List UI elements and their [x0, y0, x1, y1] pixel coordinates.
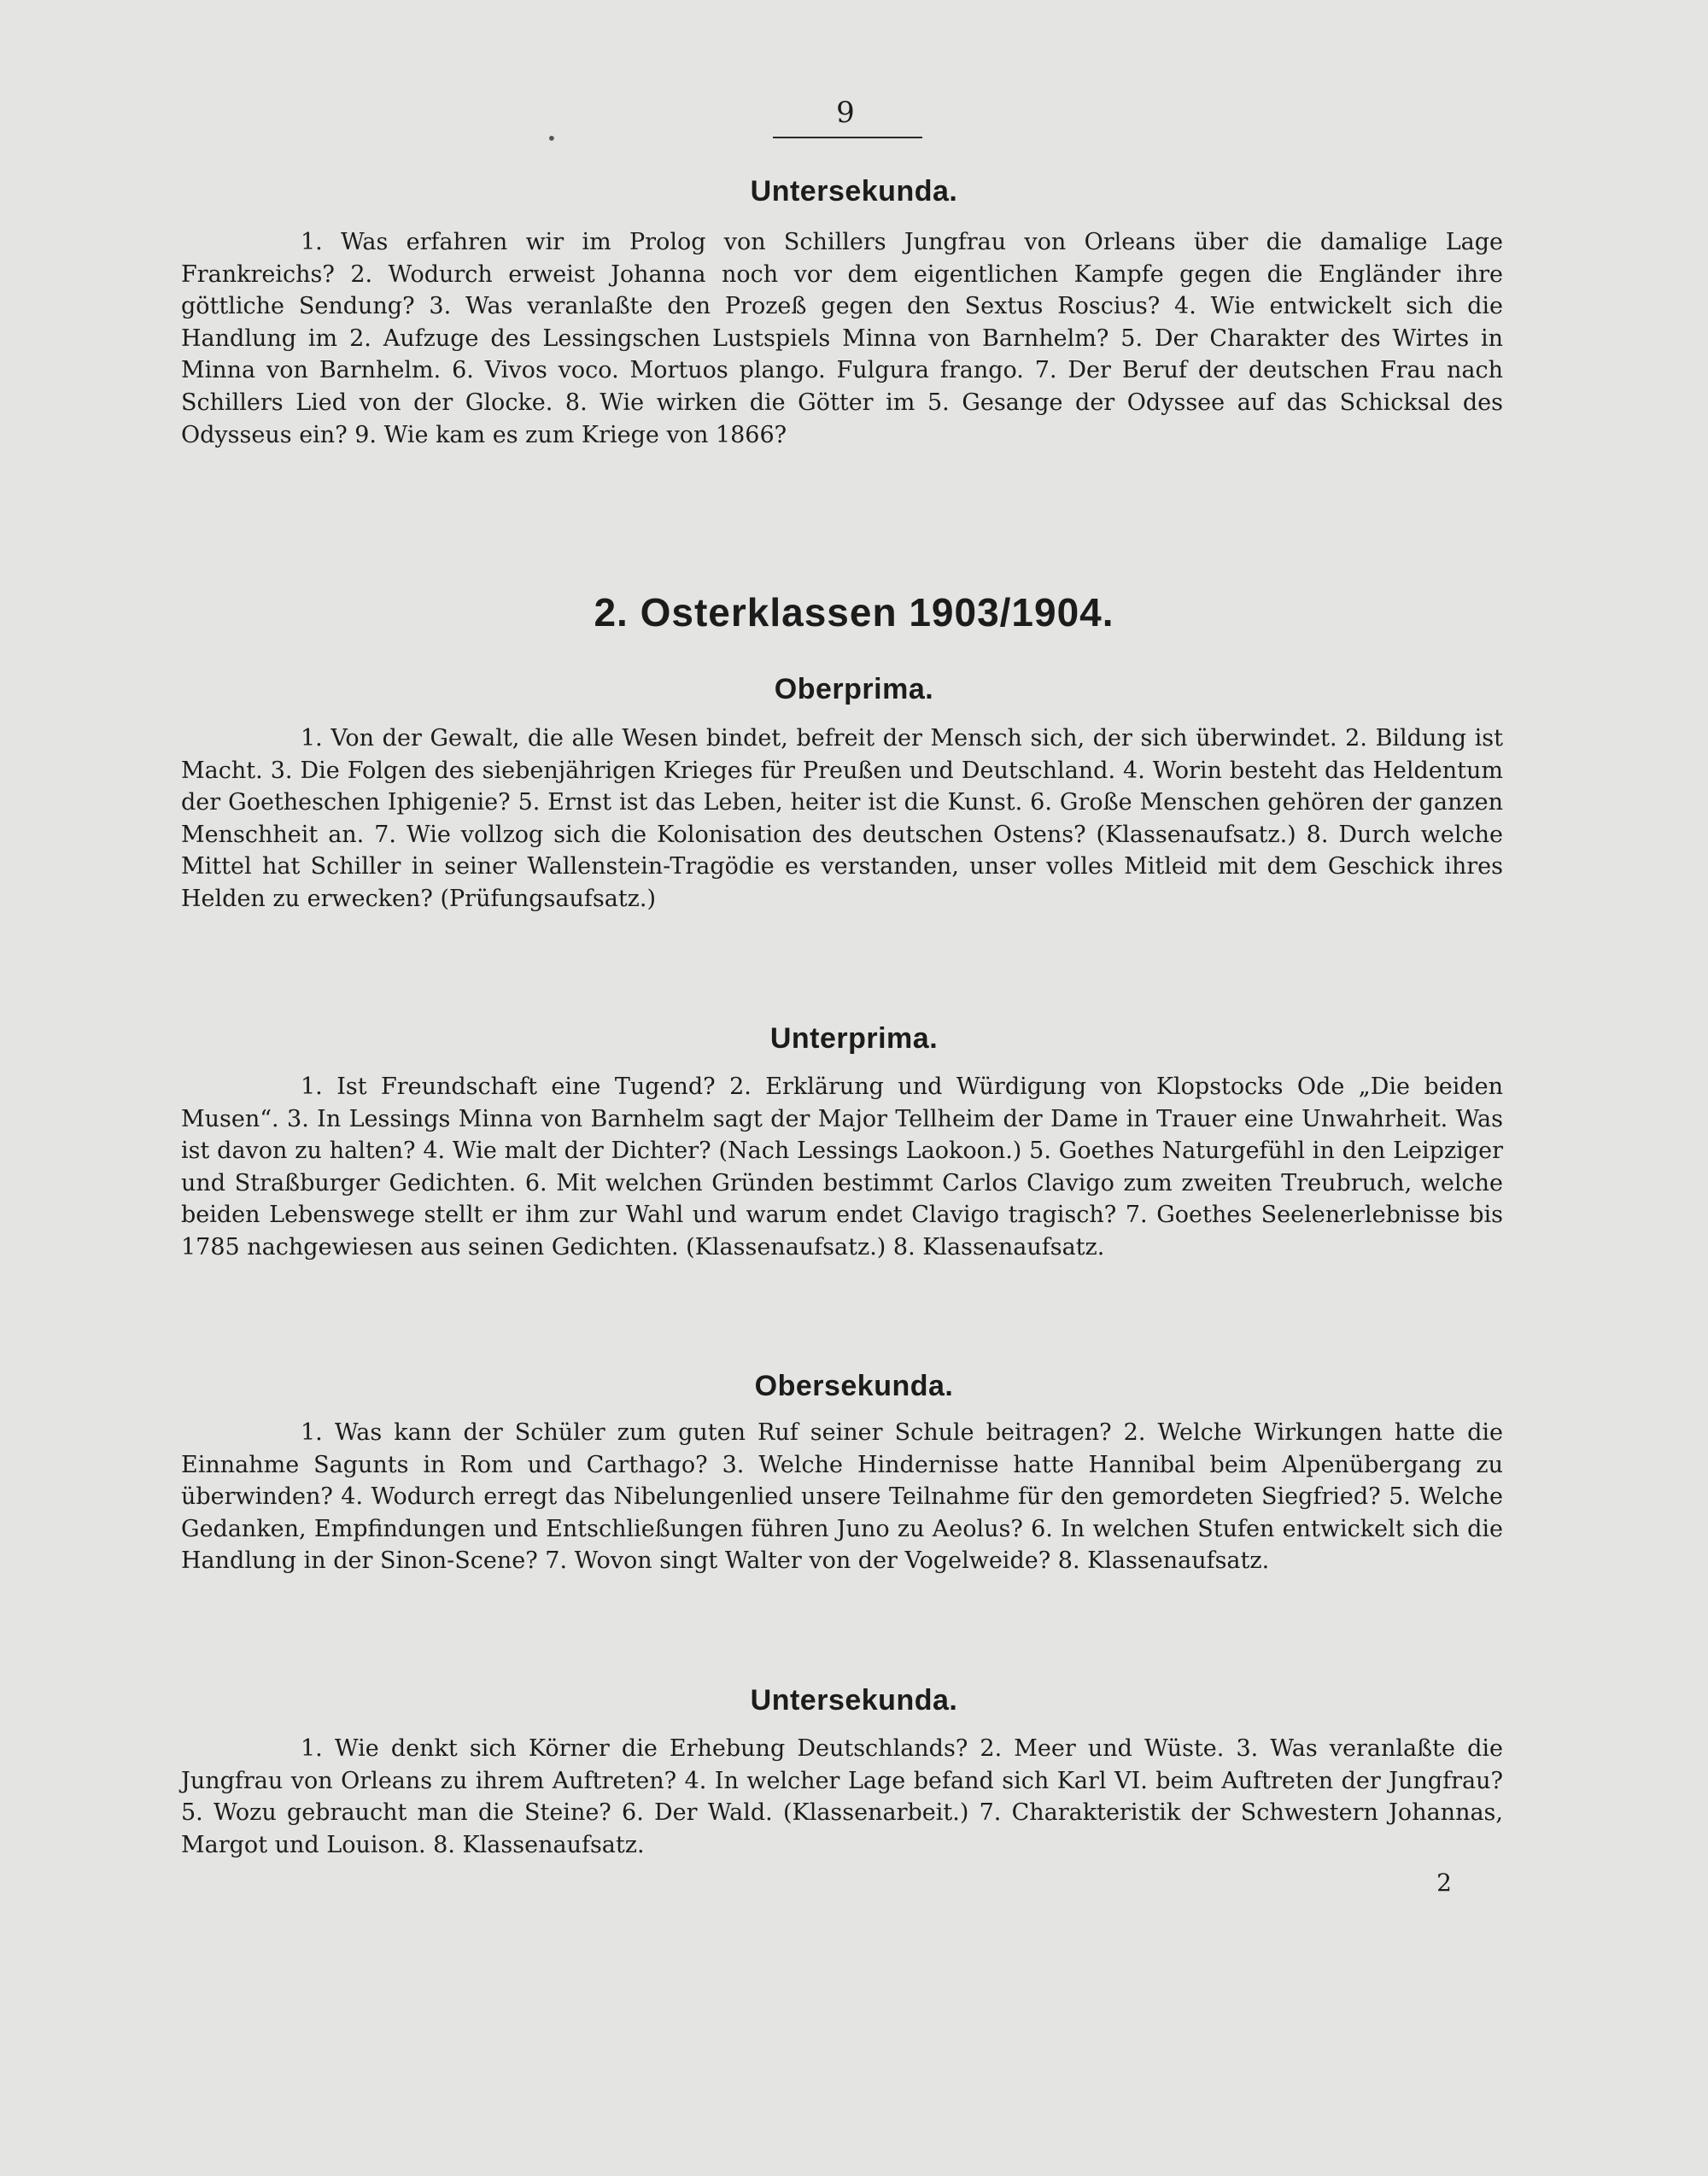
section-text-oberprima: 1. Von der Gewalt, die alle Wesen bindet, befreit der Mensch sich, der sich überwindet. 2. Bildung ist Macht. 3. Die Folgen des siebenjährigen Krieges für Preußen und Deutschland. 4. Worin besteht das Heldentum der Goetheschen Iphigenie? 5. Ernst ist das Leben, heiter ist die Kunst. 6. Große Menschen gehören der ganzen Menschheit an. 7. Wie vollzog sich die Kolonisation des deutschen Ostens? (Klassenaufsatz.) 8. Durch welche Mittel hat Schiller in seiner Wallenstein-Tragödie es verstanden, unser volles Mitleid mit dem Geschick ihres Helden zu erwecken? (Prüfungsaufsatz.) — [181, 725, 1503, 912]
section-heading-unterprima: Unterprima. — [769, 1022, 939, 1055]
section-heading-obersekunda: Obersekunda. — [754, 1370, 954, 1402]
ink-dot: • — [547, 128, 557, 149]
signature-mark: 2 — [1436, 1869, 1452, 1897]
section-text-untersekunda-1: 1. Was erfahren wir im Prolog von Schillers Jungfrau von Orleans über die damalige Lage Frankreichs? 2. Wodurch erweist Johanna noch vor dem eigentlichen Kampfe gegen die Engländer ihre göttliche Sendung? 3. Was veranlaßte den Prozeß gegen den Sextus Roscius? 4. Wie entwickelt sich die Handlung im 2. Aufzuge des Lessingschen Lustspiels Minna von Barnhelm? 5. Der Charakter des Wirtes in Minna von Barnhelm. 6. Vivos voco. Mortuos plango. Fulgura frango. 7. Der Beruf der deutschen Frau nach Schillers Lied von der Glocke. 8. Wie wirken die Götter im 5. Gesange der Odyssee auf das Schicksal des Odysseus ein? 9. Wie kam es zum Kriege von 1866? — [181, 229, 1503, 448]
main-heading-osterklassen: 2. Osterklassen 1903/1904. — [594, 590, 1114, 635]
page-number-rule — [773, 137, 922, 138]
section-text-untersekunda-2: 1. Wie denkt sich Körner die Erhebung Deutschlands? 2. Meer und Wüste. 3. Was veranlaßte die Jungfrau von Orleans zu ihrem Auftreten? 4. In welcher Lage befand sich Karl VI. beim Auftreten der Jungfrau? 5. Wozu gebraucht man die Steine? 6. Der Wald. (Klassenarbeit.) 7. Charakteristik der Schwestern Johannas, Margot und Louison. 8. Klassenaufsatz. — [181, 1735, 1503, 1858]
page-number: 9 — [836, 96, 855, 130]
section-text-obersekunda: 1. Was kann der Schüler zum guten Ruf seiner Schule beitragen? 2. Welche Wirkungen hatte die Einnahme Sagunts in Rom und Carthago? 3. Welche Hindernisse hatte Hannibal beim Alpenübergang zu überwinden? 4. Wodurch erregt das Nibelungenlied unsere Teilnahme für den gemordeten Siegfried? 5. Welche Gedanken, Empfindungen und Entschließungen führen Juno zu Aeolus? 6. In welchen Stufen entwickelt sich die Handlung in der Sinon-Scene? 7. Wovon singt Walter von der Vogelweide? 8. Klassenaufsatz. — [181, 1419, 1503, 1575]
section-text-unterprima: 1. Ist Freundschaft eine Tugend? 2. Erklärung und Würdigung von Klopstocks Ode „Die beiden Musen“. 3. In Lessings Minna von Barnhelm sagt der Major Tellheim der Dame in Trauer eine Unwahrheit. Was ist davon zu halten? 4. Wie malt der Dichter? (Nach Lessings Laokoon.) 5. Goethes Naturgefühl in den Leipziger und Straßburger Gedichten. 6. Mit welchen Gründen bestimmt Carlos Clavigo zum zweiten Treubruch, welche beiden Lebenswege stellt er ihm zur Wahl und warum endet Clavigo tragisch? 7. Goethes Seelenerlebnisse bis 1785 nachgewiesen aus seinen Gedichten. (Klassenaufsatz.) 8. Klassenaufsatz. — [181, 1073, 1503, 1261]
section-heading-oberprima: Oberprima. — [774, 673, 934, 705]
section-heading-untersekunda-1: Untersekunda. — [750, 175, 958, 208]
section-heading-untersekunda-2: Untersekunda. — [750, 1684, 958, 1717]
